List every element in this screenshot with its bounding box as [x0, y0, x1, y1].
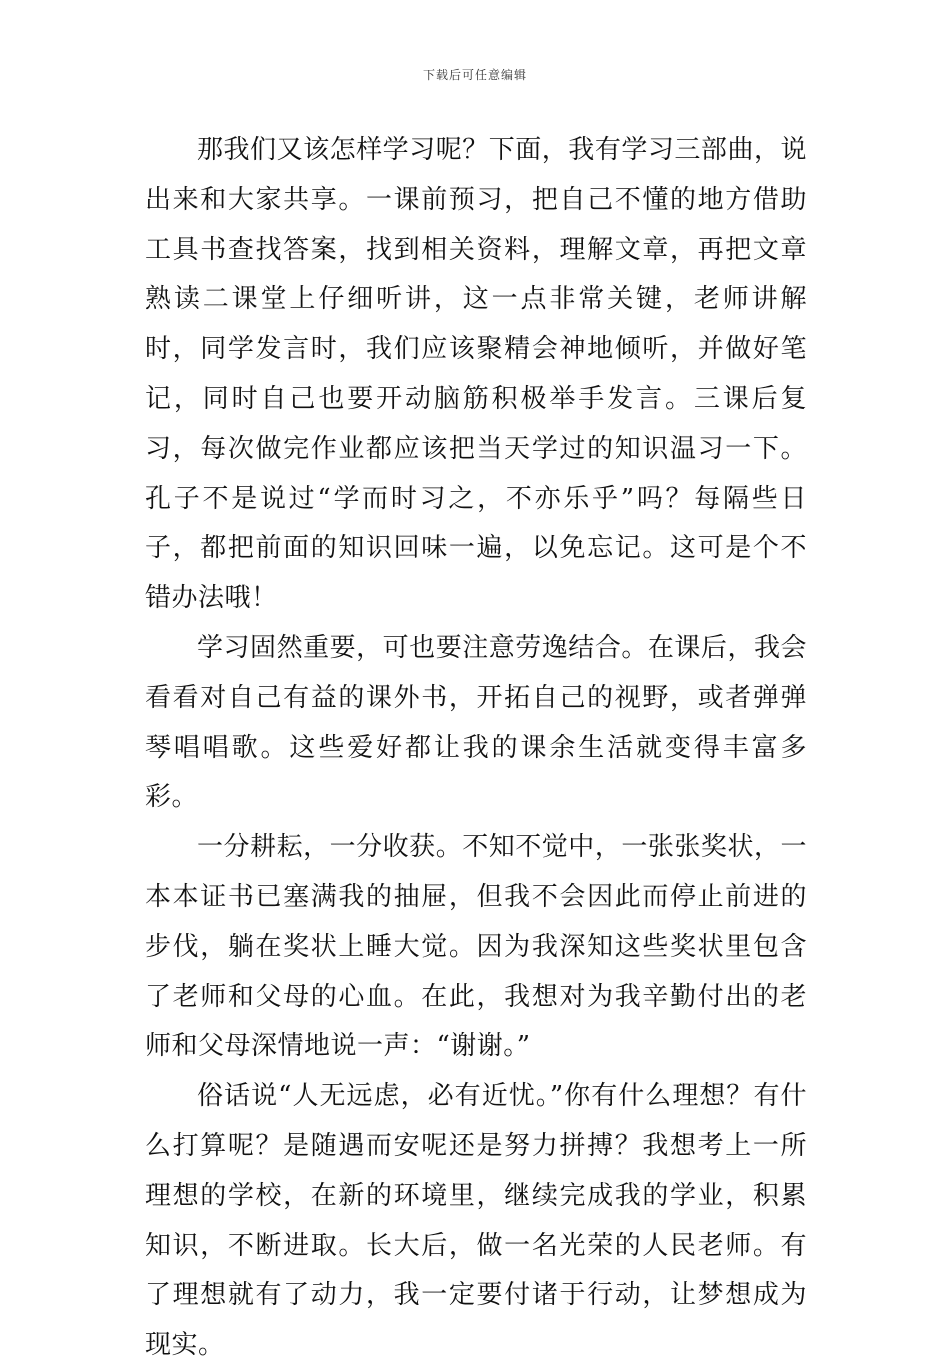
paragraph-ideals: 俗话说“人无远虑，必有近忧。”你有什么理想？有什么打算呢？是随遇而安呢还是努力拼搏？我想考上一所理想的学校，在新的环境里，继续完成我的学业，积累知识，不断进取。长大后，做一名光荣的人民老师。有了理想就有了动力，我一定要付诸于行动，让梦想成为现实。	[145, 1081, 807, 1361]
page-header: 下载后可任意编辑	[422, 68, 527, 82]
paragraph-study-method: 那我们又该怎样学习呢？下面，我有学习三部曲，说出来和大家共享。一课前预习，把自己不懂的地方借助工具书查找答案，找到相关资料，理解文章，再把文章熟读二课堂上仔细听讲，这一点非常关键，老师讲解时，同学发言时，我们应该聚精会神地倾听，并做好笔记，同时自己也要开动脑筋积极举手发言。三课后复习，每次做完作业都应该把当天学过的知识温习一下。孔子不是说过“学而时习之，不亦乐乎”吗？每隔些日子，都把前面的知识回味一遍，以免忘记。这可是个不错办法哦！	[145, 135, 807, 614]
paragraph-rewards: 一分耕耘，一分收获。不知不觉中，一张张奖状，一本本证书已塞满我的抽屉，但我不会因此而停止前进的步伐，躺在奖状上睡大觉。因为我深知这些奖状里包含了老师和父母的心血。在此，我想对为我辛勤付出的老师和父母深情地说一声：“谢谢。”	[145, 832, 807, 1062]
paragraph-balance: 学习固然重要，可也要注意劳逸结合。在课后，我会看看对自己有益的课外书，开拓自己的视野，或者弹弹琴唱唱歌。这些爱好都让我的课余生活就变得丰富多彩。	[145, 632, 807, 813]
document-body	[145, 126, 807, 1371]
